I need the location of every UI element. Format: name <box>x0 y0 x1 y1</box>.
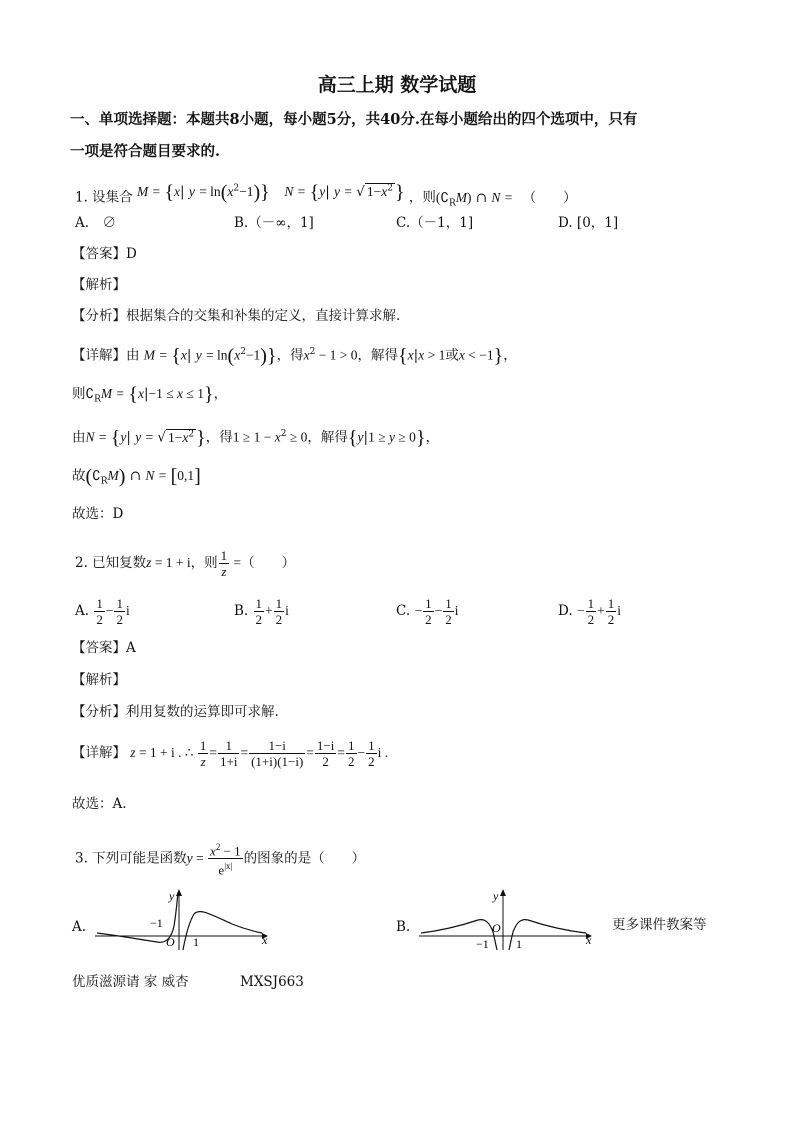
q2-option-c[interactable]: C. − $\frac{1}{2}$ − $\frac{1}{2}$ i <box>396 596 459 627</box>
q2-option-b[interactable]: B. $\frac{1}{2}$ + $\frac{1}{2}$ i <box>234 596 289 627</box>
q1-expr: $(∁_RM)$ ∩ N = <box>435 189 513 209</box>
q2-stem-prefix: 2. 已知复数 <box>75 555 147 571</box>
y-axis-arrow <box>176 889 182 896</box>
q2-stem: 2. 已知复数z = 1 + i，则 $\frac{1}{z}$ =（ ） <box>75 548 296 579</box>
q1-option-c[interactable]: C.（－1，1] <box>396 215 474 231</box>
q1-detail-2: 则$∁_RM = \{x|-1 \le x \le 1\}$， <box>72 383 228 406</box>
q2-answer: 【答案】A <box>72 640 136 656</box>
footer-code: MXSJ663 <box>240 974 304 990</box>
q3-option-a-label[interactable]: A. <box>72 919 87 935</box>
q3-graph-b[interactable] <box>416 884 606 954</box>
q1-detail-3: 由N = {y| y = √ $1-x^2$ }，得$1 \ge 1 - x^2 \ge 0$，解得{y|1 ≥ y ≥ 0}， <box>72 427 440 449</box>
q1-stem-prefix: 1. 设集合 <box>75 189 133 206</box>
q2-option-d[interactable]: D. − $\frac{1}{2}$ + $\frac{1}{2}$ i <box>558 596 621 627</box>
q1-detail-4: 故$(∁_RM)$ ∩ N = [0,1] <box>72 465 201 488</box>
q1-d1-a: 由 <box>126 347 140 364</box>
q1-answer: 【答案】D <box>72 246 137 262</box>
q1-stem <box>75 178 577 213</box>
q1-detail-1: 【详解】由 M = {x| $y = \ln(x^2-1)$}，得$x^2 - 1 > 0$，解得{x|x > 1或x < −1}， <box>72 345 517 367</box>
footer-note: 优质滋源请 家 威杏 <box>72 974 189 990</box>
q1-option-a[interactable]: A. ∅ <box>75 215 117 231</box>
q2-choose: 故选：A. <box>72 796 127 812</box>
q1-d3-b: ，得 <box>205 429 233 446</box>
q2-fenxi: 【分析】利用复数的运算即可求解. <box>72 704 279 720</box>
q1-d4-a: 故 <box>72 468 86 484</box>
page-title: 高三上期 数学试题 <box>317 74 477 96</box>
q3-stem-suffix: 的图象的是（ ） <box>243 850 366 867</box>
q2-option-c-label: C. <box>396 603 411 619</box>
label-x: x <box>262 933 268 947</box>
q1-d1-c: ，解得 <box>357 347 399 364</box>
q1-stem-suffix: ，则 <box>408 189 436 206</box>
label-neg1: −1 <box>476 937 489 951</box>
q2-option-d-label: D. <box>558 603 573 619</box>
q2-option-a[interactable]: A. $\frac{1}{2}$ − $\frac{1}{2}$ i <box>75 596 130 627</box>
q1-fenxi: 【分析】根据集合的交集和补集的定义，直接计算求解. <box>72 308 401 324</box>
q2-detail-head: 【详解】 <box>72 745 126 761</box>
section-heading-line1: 一、单项选择题：本题共8小题，每小题5分，共40分.在每小题给出的四个选项中，只有 <box>70 111 638 128</box>
q1-analysis-head: 【解析】 <box>72 277 126 293</box>
q2-analysis-head: 【解析】 <box>72 672 126 688</box>
q1-d2-a: 则 <box>72 386 86 402</box>
q2-stem-mid: ，则 <box>190 555 218 571</box>
q2-detail: 【详解】 z = 1 + i . ∴ $\frac{1}{z}$ = $\frac{1}{1+i}$ = $\frac{1-i}{(1+i)(1-i)}$ = $\frac{1-i}{2}$ = $\frac{1}{2}$ − $\frac{1}{2}$ i . <box>72 738 389 769</box>
q1-detail-head: 【详解】 <box>72 347 126 364</box>
q1-d3-c: ，解得 <box>307 429 348 446</box>
label-origin: O <box>492 921 501 935</box>
q1-option-b[interactable]: B.（－∞，1] <box>234 215 314 231</box>
q3-graph-a[interactable] <box>92 884 282 954</box>
q1-d1-b: ，得 <box>276 347 304 364</box>
label-y: y <box>493 889 499 903</box>
q3-stem-prefix: 3. 下列可能是函数 <box>75 850 187 867</box>
q2-option-b-label: B. <box>234 603 249 619</box>
q1-set-n: N = {y| y = √ $1-x^2$ } <box>284 181 405 203</box>
label-origin: O <box>166 935 175 949</box>
q3-stem: 3. 下列可能是函数y = $\frac{x^2 - 1}{e^{|x|}}$ 的图象的是（ ） <box>75 842 366 878</box>
q1-d3-a: 由 <box>72 429 86 446</box>
q1-choose: 故选：D <box>72 506 124 522</box>
side-note: 更多课件教案等 <box>612 917 707 933</box>
q2-paren: （ ） <box>241 555 296 571</box>
q1-option-d[interactable]: D. [0，1] <box>558 215 619 231</box>
q1-paren: （ ） <box>522 189 577 206</box>
label-neg1: −1 <box>150 916 163 930</box>
q2-option-a-label: A. <box>75 603 90 619</box>
label-y: y <box>169 889 175 903</box>
y-axis-arrow <box>500 889 506 896</box>
section-heading-line2: 一项是符合题目要求的. <box>70 143 221 160</box>
label-one: 1 <box>193 935 199 949</box>
label-x: x <box>586 933 592 947</box>
q3-option-b-label[interactable]: B. <box>396 919 411 935</box>
label-one: 1 <box>516 937 522 951</box>
q1-set-m: M = {x| $y = \ln(x^2-1)$} <box>136 181 270 203</box>
